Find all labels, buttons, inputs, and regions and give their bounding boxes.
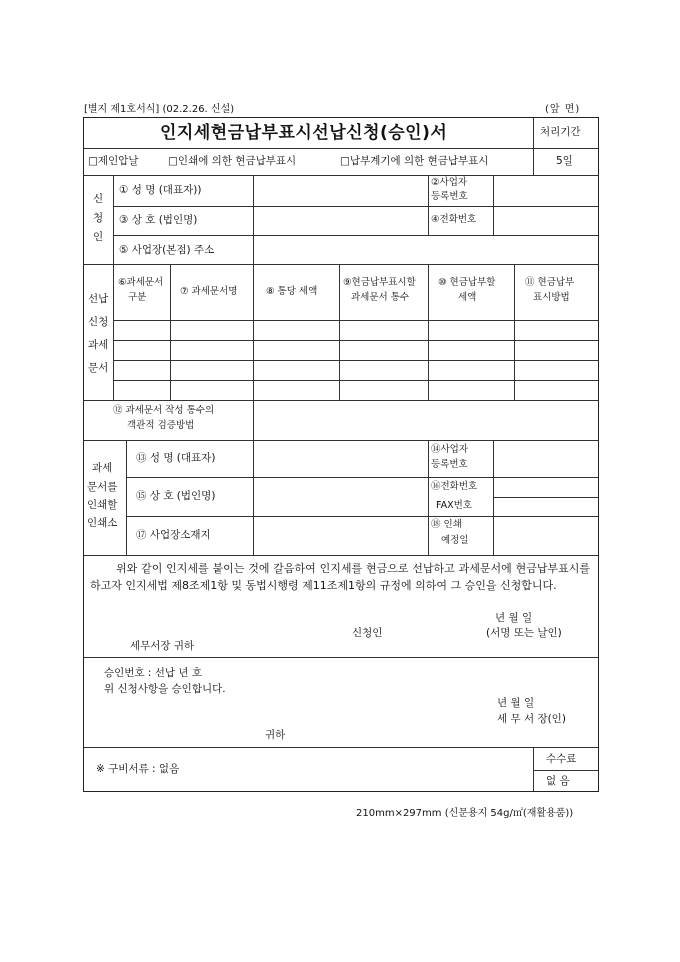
- applicant-address-label: ⑤ 사업장(본점) 주소: [119, 244, 215, 256]
- applicant-biz-no-label: ②사업자: [431, 177, 468, 188]
- applicant-company-label: ③ 상 호 (법인명): [119, 214, 198, 226]
- processing-period-value: 5일: [556, 155, 573, 167]
- print-date-label: 예정일: [441, 535, 469, 546]
- processing-period-label: 처리기간: [540, 126, 581, 138]
- page-side-label: (앞 면): [545, 104, 581, 115]
- option-meter[interactable]: □납부계기에 의한 현금납부표시: [340, 155, 489, 167]
- col-doc-type: 구분: [128, 292, 147, 303]
- applicant-name-label: ① 성 명 (대표자)): [119, 184, 202, 196]
- application-date: 년 월 일: [495, 612, 533, 624]
- documents-section-char: 신청: [88, 316, 109, 328]
- print-date-label: ⑱ 인쇄: [431, 519, 462, 530]
- form-number: [별지 제1호서식] (02.2.26. 신설): [84, 104, 235, 115]
- statement-recipient: 세무서장 귀하: [130, 640, 195, 652]
- signature-label: (서명 또는 날인): [486, 627, 562, 639]
- applicant-section-char: 인: [93, 231, 104, 243]
- approval-recipient: 귀하: [265, 729, 286, 741]
- verify-method-label: ⑫ 과세문서 작성 통수의: [113, 405, 215, 416]
- applicant-section-char: 신: [93, 193, 104, 205]
- printer-address-label: ⑰ 사업장소재지: [136, 529, 211, 541]
- form-title: 인지세현금납부표시선납신청(승인)서: [160, 123, 448, 143]
- col-tax-amount: 세액: [458, 292, 477, 303]
- col-tax-per-doc: ⑧ 통당 세액: [266, 286, 318, 297]
- col-doc-count: 과세문서 통수: [351, 292, 410, 303]
- printer-section-char: 인쇄소: [87, 517, 118, 529]
- application-statement: 위와 같이 인지세를 붙이는 것에 갈음하여 인지세를 현금으로 선납하고 과세문서에 현금납부표시를 하고자 인지세법 제8조제1항 및 동법시행령 제11조제1항의 규정에 의하여 그 승인을 신청합니다.: [90, 562, 590, 592]
- approval-number: 승인번호 : 선납 년 호: [104, 667, 203, 679]
- printer-name-label: ⑬ 성 명 (대표자): [136, 452, 216, 464]
- option-stamp[interactable]: □제인압날: [88, 155, 139, 167]
- col-display-method: ⑪ 현금납부: [525, 277, 575, 288]
- col-display-method: 표시방법: [533, 292, 570, 303]
- fee-label: 수수료: [546, 753, 577, 765]
- col-doc-type: ⑥과세문서: [118, 277, 164, 288]
- applicant-phone-label: ④전화번호: [431, 214, 477, 225]
- printer-section-char: 과세: [92, 462, 113, 474]
- printer-section-char: 인쇄할: [87, 499, 118, 511]
- documents-section-char: 문서: [88, 362, 109, 374]
- printer-section-char: 문서를: [87, 481, 118, 493]
- applicant-section-char: 청: [93, 212, 104, 224]
- printer-biz-no-label: 등록번호: [431, 459, 468, 470]
- option-print[interactable]: □인쇄에 의한 현금납부표시: [168, 155, 297, 167]
- printer-phone-label: ⑯전화번호: [431, 481, 478, 492]
- col-tax-amount: ⑩ 현금납부할: [438, 277, 496, 288]
- documents-section-char: 과세: [88, 339, 109, 351]
- col-doc-count: ⑨현금납부표시할: [343, 277, 416, 288]
- approval-date: 년 월 일: [497, 697, 535, 709]
- applicant-biz-no-label: 등록번호: [431, 191, 468, 202]
- required-documents: ※ 구비서류 : 없음: [96, 763, 180, 775]
- printer-fax-label: FAX번호: [436, 500, 472, 511]
- fee-value: 없 음: [546, 775, 570, 787]
- documents-section-char: 선납: [88, 293, 109, 305]
- approval-office: 세 무 서 장(인): [497, 713, 566, 725]
- printer-company-label: ⑮ 상 호 (법인명): [136, 490, 216, 502]
- verify-method-label: 객관적 검증방법: [127, 420, 195, 431]
- approval-text: 위 신청사항을 승인합니다.: [104, 683, 226, 695]
- paper-spec-footer: 210mm×297mm (신문용지 54g/㎡(재활용품)): [356, 808, 574, 819]
- applicant-label: 신청인: [352, 627, 383, 639]
- printer-biz-no-label: ⑭사업자: [431, 444, 469, 455]
- col-doc-name: ⑦ 과세문서명: [180, 286, 238, 297]
